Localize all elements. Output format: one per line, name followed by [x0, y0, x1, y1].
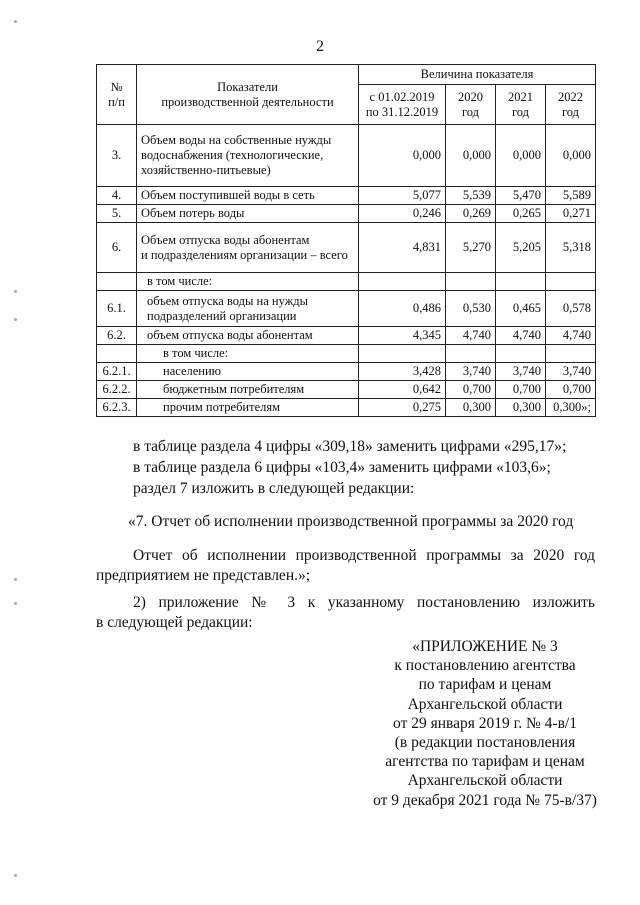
appendix-line: Архангельской области [407, 772, 563, 790]
appendix-line: по тарифам и ценам [418, 676, 552, 694]
paragraph-section6: в таблице раздела 6 цифры «103,4» заменить цифрами «103,6»; [133, 459, 551, 476]
item2-line1: 2) приложение № 3 к указанному постановлению изложить [133, 594, 595, 611]
row-value [546, 273, 596, 291]
header-period: 2022 год [546, 85, 596, 125]
row-number: 3. [97, 125, 137, 187]
appendix-line: агентства по тарифам и ценам [385, 753, 585, 771]
table-row [97, 125, 596, 187]
row-label: в том числе: [137, 345, 359, 363]
row-value: 4,740 [546, 327, 596, 345]
row-value: 0,269 [446, 205, 496, 223]
row-value: 0,642 [359, 381, 446, 399]
row-value: 4,345 [359, 327, 446, 345]
row-label: Объем потерь воды [137, 205, 359, 223]
row-value [446, 273, 496, 291]
scan-mark [14, 290, 17, 293]
table-row [97, 273, 596, 291]
row-value: 3,428 [359, 363, 446, 381]
table-row [97, 327, 596, 345]
row-value: 0,300 [496, 399, 546, 417]
header-period: с 01.02.2019 по 31.12.2019 [359, 85, 446, 125]
row-value [546, 345, 596, 363]
row-value: 0,300»; [546, 399, 596, 417]
row-value: 4,740 [446, 327, 496, 345]
row-value: 0,000 [546, 125, 596, 187]
row-label: населению [137, 363, 359, 381]
row-value: 0,271 [546, 205, 596, 223]
row-value: 0,246 [359, 205, 446, 223]
scan-mark [14, 318, 17, 321]
row-number: 6.2. [97, 327, 137, 345]
appendix-line: Архангельской области [407, 695, 563, 713]
production-indicators-table [96, 64, 596, 417]
section7-heading: «7. Отчет об исполнении производственной программы за 2020 год [128, 513, 574, 530]
row-value: 0,465 [496, 291, 546, 327]
row-value: 3,740 [446, 363, 496, 381]
row-value: 0,000 [446, 125, 496, 187]
row-value: 0,700 [446, 381, 496, 399]
row-value: 5,539 [446, 187, 496, 205]
header-period: 2020 год [446, 85, 496, 125]
row-value: 3,740 [496, 363, 546, 381]
row-number [97, 273, 137, 291]
row-value: 0,486 [359, 291, 446, 327]
row-label: объем отпуска воды абонентам [137, 327, 359, 345]
table-row [97, 205, 596, 223]
row-number: 6.2.1. [97, 363, 137, 381]
paragraph-section4: в таблице раздела 4 цифры «309,18» заменить цифрами «295,17»; [133, 438, 567, 455]
page-number: 2 [316, 38, 324, 55]
header-value-group: Величина показателя [359, 65, 596, 85]
row-number: 6.2.2. [97, 381, 137, 399]
row-value: 0,530 [446, 291, 496, 327]
row-label: в том числе: [137, 273, 359, 291]
header-period: 2021 год [496, 85, 546, 125]
row-value: 4,831 [359, 223, 446, 273]
row-value: 0,578 [546, 291, 596, 327]
row-label: Объем отпуска воды абонентам и подразделениям организации – всего [137, 223, 359, 273]
row-value: 5,470 [496, 187, 546, 205]
row-value: 4,740 [496, 327, 546, 345]
table-row [97, 381, 596, 399]
row-number: 6.1. [97, 291, 137, 327]
table-row [97, 345, 596, 363]
row-value: 0,265 [496, 205, 546, 223]
appendix-line: от 29 января 2019 г. № 4-в/1 [393, 714, 577, 732]
row-number: 5. [97, 205, 137, 223]
row-value: 5,318 [546, 223, 596, 273]
appendix-line: от 9 декабря 2021 года № 75-в/37) [373, 791, 597, 809]
scan-mark [14, 20, 17, 23]
row-number: 6.2.3. [97, 399, 137, 417]
row-label: объем отпуска воды на нужды подразделений организации [137, 291, 359, 327]
row-value [496, 345, 546, 363]
row-value: 3,740 [546, 363, 596, 381]
row-value [359, 273, 446, 291]
row-number: 6. [97, 223, 137, 273]
row-value: 5,270 [446, 223, 496, 273]
report-text-line2: предприятием не представлен.»; [96, 567, 311, 584]
item2-line2: в следующей редакции: [96, 614, 253, 631]
row-value: 0,700 [496, 381, 546, 399]
row-value: 5,589 [546, 187, 596, 205]
appendix-line: к постановлению агентства [394, 657, 576, 675]
row-value: 0,300 [446, 399, 496, 417]
paragraph-section7: раздел 7 изложить в следующей редакции: [133, 480, 415, 497]
row-number: 4. [97, 187, 137, 205]
row-number [97, 345, 137, 363]
header-num: № п/п [97, 65, 137, 125]
table-row [97, 291, 596, 327]
row-value: 5,077 [359, 187, 446, 205]
row-value: 0,000 [496, 125, 546, 187]
row-label: прочим потребителям [137, 399, 359, 417]
row-value [359, 345, 446, 363]
row-value: 0,000 [359, 125, 446, 187]
row-label: Объем поступившей воды в сеть [137, 187, 359, 205]
header-indicator: Показатели производственной деятельности [137, 65, 359, 125]
row-value [496, 273, 546, 291]
appendix-line: (в редакции постановления [394, 734, 576, 752]
appendix-line: «ПРИЛОЖЕНИЕ № 3 [412, 638, 558, 655]
report-text-line1: Отчет об исполнении производственной программы за 2020 год [133, 547, 595, 564]
table-row [97, 363, 596, 381]
scan-mark [14, 602, 17, 605]
scan-mark [14, 578, 17, 581]
row-value: 0,700 [546, 381, 596, 399]
row-value [446, 345, 496, 363]
table-row [97, 399, 596, 417]
row-value: 5,205 [496, 223, 546, 273]
row-label: бюджетным потребителям [137, 381, 359, 399]
row-value: 0,275 [359, 399, 446, 417]
row-label: Объем воды на собственные нужды водоснабжения (технологические, хозяйственно-питьевые) [137, 125, 359, 187]
table-row [97, 223, 596, 273]
table-row [97, 187, 596, 205]
appendix-heading-block [360, 637, 610, 810]
scan-mark [14, 874, 17, 877]
